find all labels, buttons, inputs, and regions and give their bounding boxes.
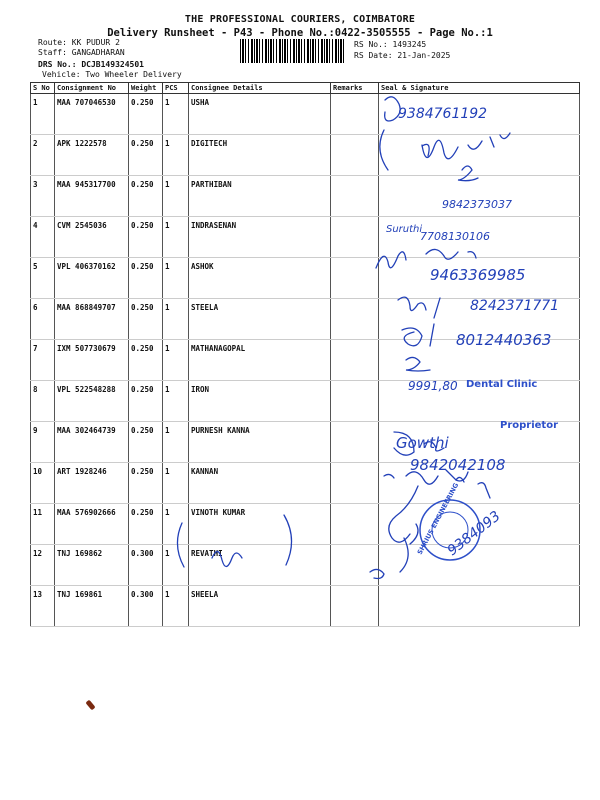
cell-consignment: VPL 406370162 — [55, 258, 129, 299]
cell-consignee: MATHANAGOPAL — [189, 340, 331, 381]
cell-consignee: DIGITECH — [189, 135, 331, 176]
cell-consignee: STEELA — [189, 299, 331, 340]
cell-pcs: 1 — [163, 586, 189, 627]
handwritten-phone: 8242371771 — [470, 298, 560, 314]
handwritten-name: Suruthi — [386, 224, 423, 235]
header-remarks: Remarks — [331, 83, 379, 94]
cell-sno: 8 — [31, 381, 55, 422]
signature-scribble — [370, 538, 408, 579]
rs-number: RS No.: 1493245 — [354, 40, 427, 49]
cell-pcs: 1 — [163, 135, 189, 176]
proprietor-stamp: Proprietor — [500, 420, 559, 431]
cell-consignment: MAA 302464739 — [55, 422, 129, 463]
handwritten-name: Gowthi — [396, 434, 449, 452]
cell-weight: 0.250 — [129, 176, 163, 217]
cell-weight: 0.250 — [129, 135, 163, 176]
handwritten-phone: 9384761192 — [398, 106, 488, 122]
cell-weight: 0.250 — [129, 94, 163, 135]
handwritten-phone: 9842042108 — [410, 456, 506, 474]
cell-weight: 0.250 — [129, 463, 163, 504]
cell-weight: 0.250 — [129, 340, 163, 381]
cell-consignee: PARTHIBAN — [189, 176, 331, 217]
cell-consignment: MAA 576902666 — [55, 504, 129, 545]
cell-consignment: MAA 945317700 — [55, 176, 129, 217]
header-sno: S No — [31, 83, 55, 94]
header-consignment: Consignment No — [55, 83, 129, 94]
cell-consignment: MAA 707046530 — [55, 94, 129, 135]
cell-consignee: SHEELA — [189, 586, 331, 627]
cell-consignee: VINOTH KUMAR — [189, 504, 331, 545]
cell-consignment: TNJ 169862 — [55, 545, 129, 586]
handwritten-phone: 9991,80 — [408, 379, 458, 393]
cell-sno: 5 — [31, 258, 55, 299]
cell-sno: 7 — [31, 340, 55, 381]
signature-scribble — [389, 486, 418, 544]
svg-text:SHRIUS ENGINEERING: SHRIUS ENGINEERING — [415, 481, 461, 556]
route-label: Route: KK PUDUR 2 — [38, 38, 120, 47]
cell-pcs: 1 — [163, 299, 189, 340]
seal-stamp — [416, 482, 480, 560]
cell-consignee: PURNESH KANNA — [189, 422, 331, 463]
cell-sno: 4 — [31, 217, 55, 258]
signature-scribble — [406, 357, 430, 371]
company-title: THE PROFESSIONAL COURIERS, COIMBATORE — [184, 14, 416, 25]
handwritten-phone: 9384093 — [444, 508, 504, 560]
cell-weight: 0.300 — [129, 545, 163, 586]
cell-pcs: 1 — [163, 94, 189, 135]
clinic-stamp: Dental Clinic — [466, 379, 538, 390]
handwritten-phone: 9463369985 — [430, 266, 526, 284]
cell-consignee: INDRASENAN — [189, 217, 331, 258]
cell-sno: 9 — [31, 422, 55, 463]
cell-sno: 1 — [31, 94, 55, 135]
cell-weight: 0.250 — [129, 381, 163, 422]
cell-weight: 0.250 — [129, 504, 163, 545]
cell-pcs: 1 — [163, 258, 189, 299]
cell-consignment: MAA 868849707 — [55, 299, 129, 340]
cell-pcs: 1 — [163, 381, 189, 422]
rs-date: RS Date: 21-Jan-2025 — [354, 51, 451, 60]
cell-sno: 6 — [31, 299, 55, 340]
signature-scribble — [212, 551, 242, 566]
drs-number: DRS No.: DCJB149324501 — [38, 60, 144, 69]
cell-consignment: IXM 507730679 — [55, 340, 129, 381]
cell-sno: 13 — [31, 586, 55, 627]
signature-scribble — [402, 324, 434, 346]
cell-sno: 3 — [31, 176, 55, 217]
cell-weight: 0.250 — [129, 299, 163, 340]
header-pcs: PCS — [163, 83, 189, 94]
cell-pcs: 1 — [163, 217, 189, 258]
cell-weight: 0.300 — [129, 586, 163, 627]
cell-consignment: CVM 2545036 — [55, 217, 129, 258]
cell-pcs: 1 — [163, 340, 189, 381]
cell-pcs: 1 — [163, 422, 189, 463]
cell-sno: 10 — [31, 463, 55, 504]
cell-sno: 12 — [31, 545, 55, 586]
cell-weight: 0.250 — [129, 422, 163, 463]
header-signature: Seal & Signature — [379, 83, 580, 94]
cell-pcs: 1 — [163, 545, 189, 586]
cell-consignee: KANNAN — [189, 463, 331, 504]
handwritten-phone: 9842373037 — [442, 198, 512, 211]
cell-weight: 0.250 — [129, 217, 163, 258]
header-consignee: Consignee Details — [189, 83, 331, 94]
cell-consignee: IRON — [189, 381, 331, 422]
cell-pcs: 1 — [163, 176, 189, 217]
cell-weight: 0.250 — [129, 258, 163, 299]
cell-pcs: 1 — [163, 504, 189, 545]
signature-scribble — [380, 130, 429, 170]
cell-consignee: USHA — [189, 94, 331, 135]
header-weight: Weight — [129, 83, 163, 94]
cell-consignment: VPL 522548288 — [55, 381, 129, 422]
cell-consignee: REVATHI — [189, 545, 331, 586]
signature-scribble — [422, 133, 510, 159]
staff-label: Staff: GANGADHARAN — [38, 48, 125, 57]
vehicle-label: Vehicle: Two Wheeler Delivery — [42, 70, 182, 79]
handwritten-phone: 8012440363 — [456, 331, 552, 349]
cell-consignment: TNJ 169861 — [55, 586, 129, 627]
cell-consignment: APK 1222578 — [55, 135, 129, 176]
handwritten-phone: 7708130106 — [420, 230, 490, 243]
signature-scribble — [458, 166, 478, 181]
runsheet-subtitle: Delivery Runsheet - P43 - Phone No.:0422-3505555 - Page No.:1 — [107, 27, 493, 39]
cell-sno: 11 — [31, 504, 55, 545]
cell-sno: 2 — [31, 135, 55, 176]
cell-consignment: ART 1928246 — [55, 463, 129, 504]
signature-scribble — [177, 515, 291, 567]
signature-scribble — [398, 297, 440, 318]
cell-pcs: 1 — [163, 463, 189, 504]
cell-consignee: ASHOK — [189, 258, 331, 299]
